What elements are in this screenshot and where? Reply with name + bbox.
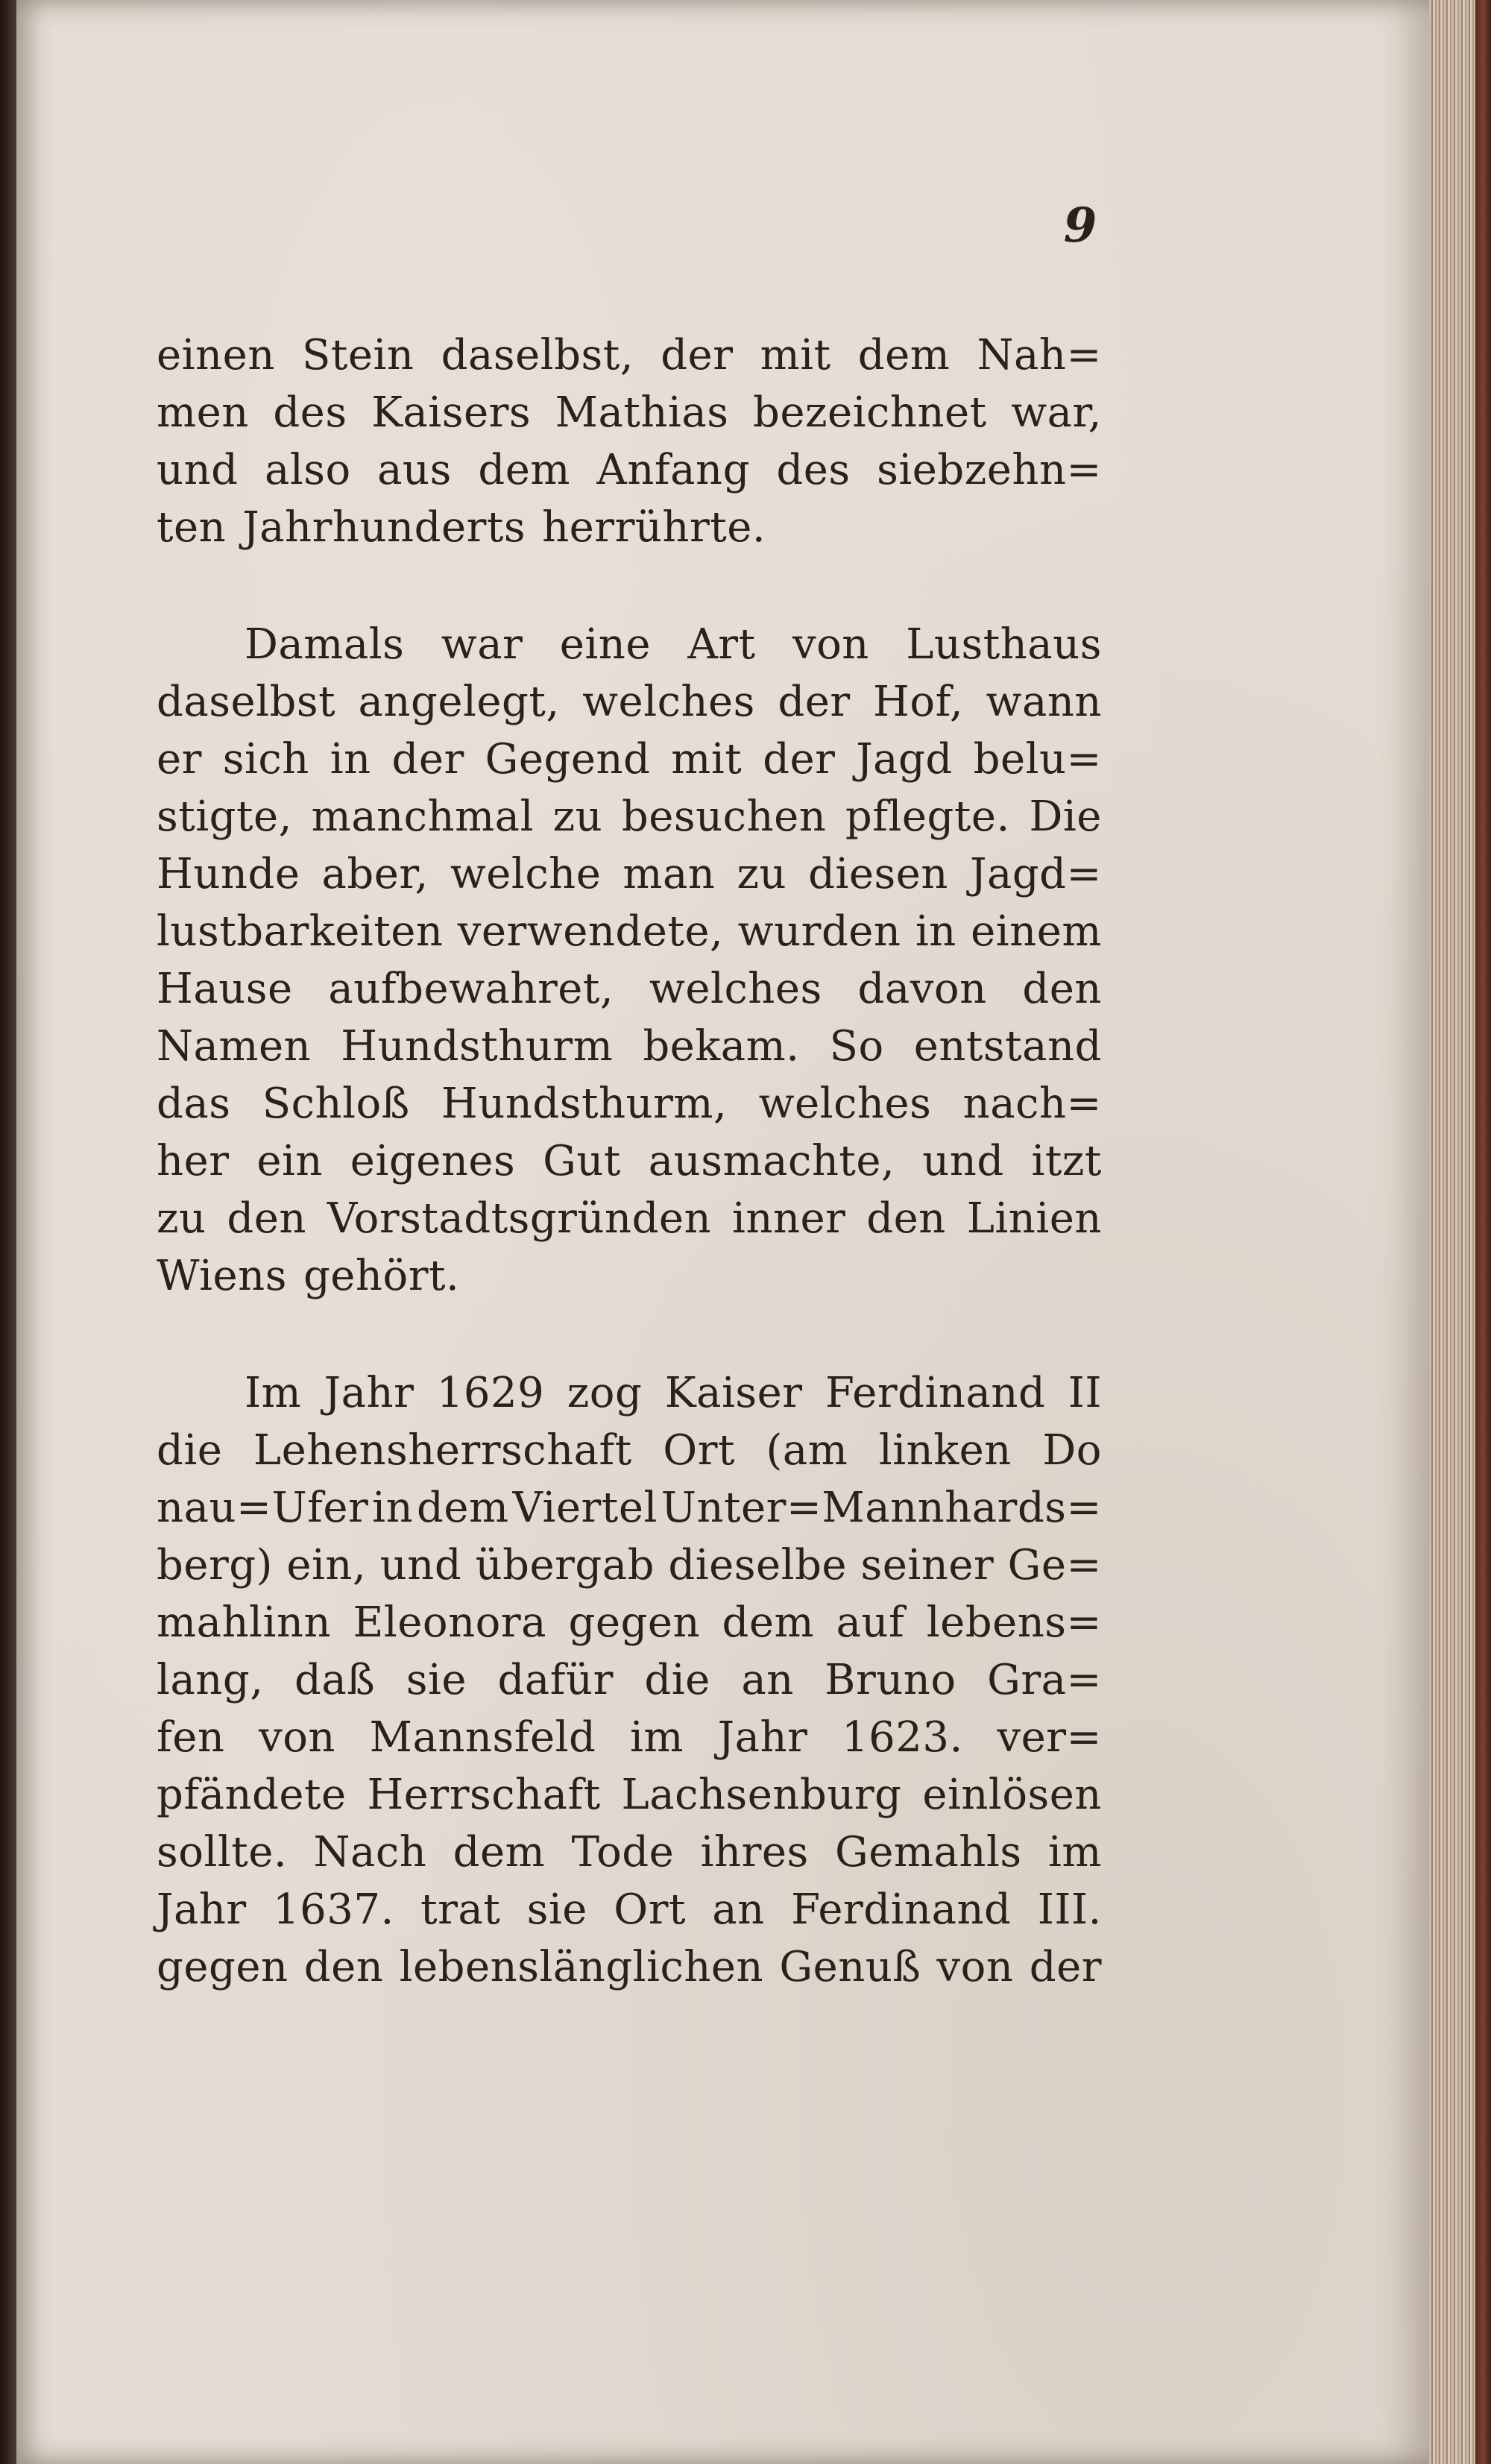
text-line: stigte, manchmal zu besuchen pflegte. Die xyxy=(157,793,1102,841)
text-line: lang, daß sie dafür die an Bruno Gra= xyxy=(157,1656,1102,1704)
text-line: pfändete Herrschaft Lachsenburg einlösen xyxy=(157,1771,1102,1819)
paragraph-gap xyxy=(157,556,1102,616)
text-line: einen Stein daselbst, der mit dem Nah= xyxy=(157,331,1102,379)
left-binding-edge xyxy=(0,0,16,2464)
text-line: und also aus dem Anfang des siebzehn= xyxy=(157,446,1102,494)
book-page xyxy=(16,0,1429,2464)
text-line: er sich in der Gegend mit der Jagd belu= xyxy=(157,735,1102,784)
text-line: mahlinn Eleonora gegen dem auf lebens= xyxy=(157,1598,1102,1647)
text-line: zu den Vorstadtsgründen inner den Linien xyxy=(157,1194,1102,1243)
text-line: die Lehensherrschaft Ort (am linken Do xyxy=(157,1426,1102,1475)
text-line: Im Jahr 1629 zog Kaiser Ferdinand II xyxy=(245,1369,1102,1417)
text-line: nau=Ufer in dem Viertel Unter=Mannhards= xyxy=(157,1484,1102,1532)
page-number: 9 xyxy=(1063,198,1097,253)
text-line: Namen Hundsthurm bekam. So entstand xyxy=(157,1022,1102,1071)
text-line: gegen den lebenslänglichen Genuß von der xyxy=(157,1943,1102,1991)
text-line: Jahr 1637. trat sie Ort an Ferdinand III. xyxy=(157,1885,1102,1934)
text-line: Damals war eine Art von Lusthaus xyxy=(245,620,1102,669)
book-cover-edge xyxy=(1475,0,1491,2464)
text-line: Wiens gehört. xyxy=(157,1252,460,1300)
text-line: men des Kaisers Mathias bezeichnet war, xyxy=(157,388,1102,437)
text-line: fen von Mannsfeld im Jahr 1623. ver= xyxy=(157,1713,1102,1762)
text-line: her ein eigenes Gut ausmachte, und itzt xyxy=(157,1137,1102,1185)
paragraph-gap xyxy=(157,1305,1102,1364)
text-line: lustbarkeiten verwendete, wurden in einem xyxy=(157,907,1102,956)
text-line: das Schloß Hundsthurm, welches nach= xyxy=(157,1080,1102,1128)
text-line: daselbst angelegt, welches der Hof, wann xyxy=(157,678,1102,726)
paragraph xyxy=(157,616,1102,1305)
text-line: sollte. Nach dem Tode ihres Gemahls im xyxy=(157,1828,1102,1877)
paragraph xyxy=(157,327,1102,556)
text-line: berg) ein, und übergab dieselbe seiner Ge= xyxy=(157,1541,1102,1589)
text-line: Hunde aber, welche man zu diesen Jagd= xyxy=(157,850,1102,898)
text-line: ten Jahrhunderts herrührte. xyxy=(157,503,766,552)
text-line: Hause aufbewahret, welches davon den xyxy=(157,965,1102,1013)
page-stack-edges xyxy=(1429,0,1475,2464)
paragraph xyxy=(157,1364,1102,1996)
body-text xyxy=(157,327,1102,1996)
